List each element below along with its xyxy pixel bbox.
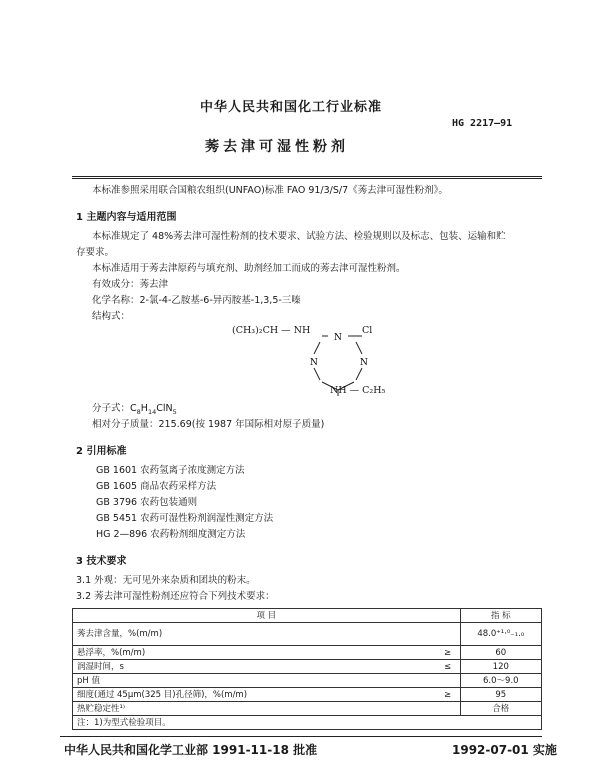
row-name: pH 值 [73, 674, 436, 688]
row-value: 合格 [460, 702, 541, 716]
section-2-heading: 2 引用标准 [76, 446, 127, 457]
ref-1: GB 1601 农药氢离子浓度测定方法 [96, 465, 245, 476]
ref-4: GB 5451 农药可湿性粉剂润湿性测定方法 [96, 513, 274, 524]
ref-3: GB 3796 农药包装通则 [96, 497, 198, 508]
structure-left-group: (CH₃)₂CH — NH [232, 325, 311, 336]
ref-2: GB 1605 商品农药采样方法 [96, 481, 217, 492]
header-rule-top [72, 176, 542, 177]
section-3-2: 3.2 莠去津可湿性粉剂还应符合下列技术要求： [76, 591, 275, 602]
section-3-1: 3.1 外观：无可见外来杂质和团块的粉末。 [76, 575, 256, 586]
row-name: 润湿时间，s [73, 660, 436, 674]
structure-cl: Cl [362, 325, 373, 336]
section-1-heading: 1 主题内容与适用范围 [76, 212, 177, 223]
section-1-para-2: 本标准适用于莠去津原药与填充剂、助剂经加工而成的莠去津可湿性粉剂。 [92, 263, 406, 274]
row-value: 120 [460, 660, 541, 674]
standard-code: HG 2217—91 [452, 118, 513, 129]
row-value: 48.0⁺¹·⁰₋₁.₀ [460, 623, 541, 646]
table-row [73, 623, 542, 646]
table-note: 注：1)为型式检验项目。 [73, 716, 542, 730]
footer-implementation: 1992-07-01 实施 [452, 743, 557, 757]
row-symbol: ≥ [436, 688, 461, 702]
row-symbol [436, 623, 461, 646]
row-symbol: ≤ [436, 660, 461, 674]
footer-rule [60, 736, 542, 737]
row-symbol: ≥ [436, 646, 461, 660]
table-row [73, 660, 542, 674]
structure-bottom-group: NH — C₂H₅ [330, 385, 386, 396]
structure-label: 结构式： [92, 311, 131, 322]
molecular-mass: 相对分子质量：215.69(按 1987 年国际相对原子质量) [92, 419, 325, 430]
row-name: 悬浮率，%(m/m) [73, 646, 436, 660]
ref-5: HG 2—896 农药粉剂细度测定方法 [96, 529, 246, 540]
section-1-para-1a: 本标准规定了 48%莠去津可湿性粉剂的技术要求、试验方法、检验规则以及标志、包装、运输和贮 [92, 231, 506, 242]
row-symbol [436, 674, 461, 688]
header-rule-bottom [72, 178, 542, 179]
ring-n-top: N [334, 333, 342, 343]
chemical-name: 化学名称：2-氯-4-乙胺基-6-异丙胺基-1,3,5-三嗪 [92, 295, 301, 306]
ring-n-right: N [360, 358, 368, 368]
table-header-row [73, 609, 542, 623]
molecular-formula: 分子式：$C_8H_{14}ClN_5$ [92, 403, 177, 416]
row-symbol [436, 702, 461, 716]
table-note-row [73, 716, 542, 730]
active-ingredient: 有效成分：莠去津 [92, 279, 169, 290]
footer-approval: 中华人民共和国化学工业部 1991-11-18 批准 [64, 743, 318, 757]
row-value: 60 [460, 646, 541, 660]
row-name: 细度(通过 45μm(325 目)孔径筛)，%(m/m) [73, 688, 436, 702]
row-name: 热贮稳定性¹⁾ [73, 702, 436, 716]
table-row [73, 646, 542, 660]
spec-table [72, 608, 542, 730]
header-index: 指 标 [460, 609, 541, 623]
section-3-heading: 3 技术要求 [76, 556, 127, 567]
standard-title: 中华人民共和国化工行业标准 [200, 100, 383, 115]
table-row [73, 688, 542, 702]
document-title: 莠去津可湿性粉剂 [205, 139, 349, 155]
table-row [73, 674, 542, 688]
row-name: 莠去津含量，%(m/m) [73, 623, 436, 646]
ring-n-left: N [310, 358, 318, 368]
intro-paragraph: 本标准参照采用联合国粮农组织(UNFAO)标准 FAO 91/3/S/7《莠去津可湿性粉剂》。 [92, 185, 448, 196]
row-value: 95 [460, 688, 541, 702]
section-1-para-1b: 存要求。 [76, 247, 115, 258]
table-row [73, 702, 542, 716]
header-item: 项 目 [73, 609, 461, 623]
row-value: 6.0～9.0 [460, 674, 541, 688]
